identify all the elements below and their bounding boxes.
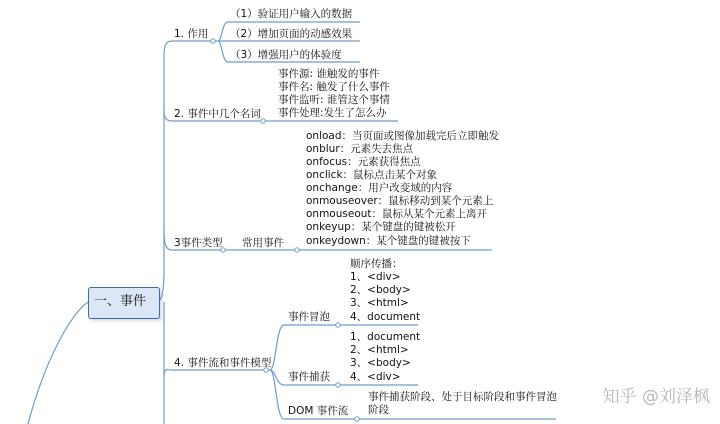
connector-trunk-down <box>164 302 172 424</box>
collapse-dot-dom <box>355 417 359 421</box>
node-dom-line-2: 阶段 <box>368 404 389 416</box>
node-dom-label[interactable]: DOM 事件流 <box>288 405 349 417</box>
node-capture-line-3: 3、<body> <box>350 357 411 369</box>
node-n3-line-4: onclick：鼠标点击某个对象 <box>306 169 438 181</box>
node-bubble-line-5: 4、document <box>350 311 421 323</box>
node-bubble-line-2: 1、<div> <box>350 271 401 283</box>
node-bubble-label[interactable]: 事件冒泡 <box>288 311 330 323</box>
node-n3-line-6: onmouseover：鼠标移动到某个元素上 <box>306 195 494 207</box>
collapse-dot-n1 <box>211 39 215 43</box>
node-n2-line-4: 事件处理:发生了怎么办 <box>278 107 387 119</box>
connector-n4-children <box>270 325 284 419</box>
node-n2-line-3: 事件监听: 谁管这个事情 <box>278 94 390 106</box>
node-n1-child-3[interactable]: （3）增强用户的体验度 <box>230 49 342 61</box>
node-bubble-line-1: 顺序传播： <box>350 258 403 270</box>
node-n3-line-8: onkeyup：某个键盘的键被松开 <box>306 221 456 233</box>
collapse-dot-capture <box>336 383 340 387</box>
node-capture-line-2: 2、<html> <box>350 344 409 356</box>
node-n3-line-7: onmouseout：鼠标从某个元素上离开 <box>306 208 488 220</box>
node-n3-sub-label[interactable]: 常用事件 <box>242 237 284 249</box>
node-capture-line-4: 4、<div> <box>350 371 401 383</box>
collapse-dot-n2 <box>261 119 265 123</box>
node-n1-child-2[interactable]: （2）增加页面的动感效果 <box>230 28 353 40</box>
root-node-label: 一、事件 <box>94 294 147 309</box>
node-bubble-line-4: 3、<html> <box>350 297 409 309</box>
node-n3-line-2: onblur：元素失去焦点 <box>306 143 414 155</box>
node-bubble-line-3: 2、<body> <box>350 284 411 296</box>
node-n3-line-3: onfocus：元素获得焦点 <box>306 156 421 168</box>
collapse-dot-n3-sub <box>295 248 299 252</box>
node-n3-line-1: onload：当页面或图像加载完后立即触发 <box>306 130 500 142</box>
node-n2-label[interactable]: 2. 事件中几个名词 <box>174 108 261 120</box>
node-capture-label[interactable]: 事件捕获 <box>288 371 330 383</box>
collapse-dot-bubble <box>336 323 340 327</box>
node-n4-label[interactable]: 4. 事件流和事件模型 <box>174 357 272 369</box>
watermark: 知乎 @刘泽枫 <box>602 387 710 407</box>
node-n3-line-5: onchange：用户改变域的内容 <box>306 182 453 194</box>
connector-n1-children <box>218 22 228 62</box>
node-dom-line-1: 事件捕获阶段、处于目标阶段和事件冒泡 <box>368 391 557 403</box>
node-n1-child-1[interactable]: （1）验证用户输入的数据 <box>230 8 353 20</box>
connector-left-incoming <box>28 302 88 424</box>
node-n3-label[interactable]: 3事件类型 <box>174 237 223 249</box>
connector-root-trunk <box>158 41 172 302</box>
node-n2-line-1: 事件源: 谁触发的事件 <box>278 68 380 80</box>
node-n3-line-9: onkeydown：某个键盘的键被按下 <box>306 235 471 247</box>
node-capture-line-1: 1、document <box>350 331 421 343</box>
node-n2-line-2: 事件名: 触发了什么事件 <box>278 81 390 93</box>
node-n1-label[interactable]: 1. 作用 <box>174 28 209 40</box>
